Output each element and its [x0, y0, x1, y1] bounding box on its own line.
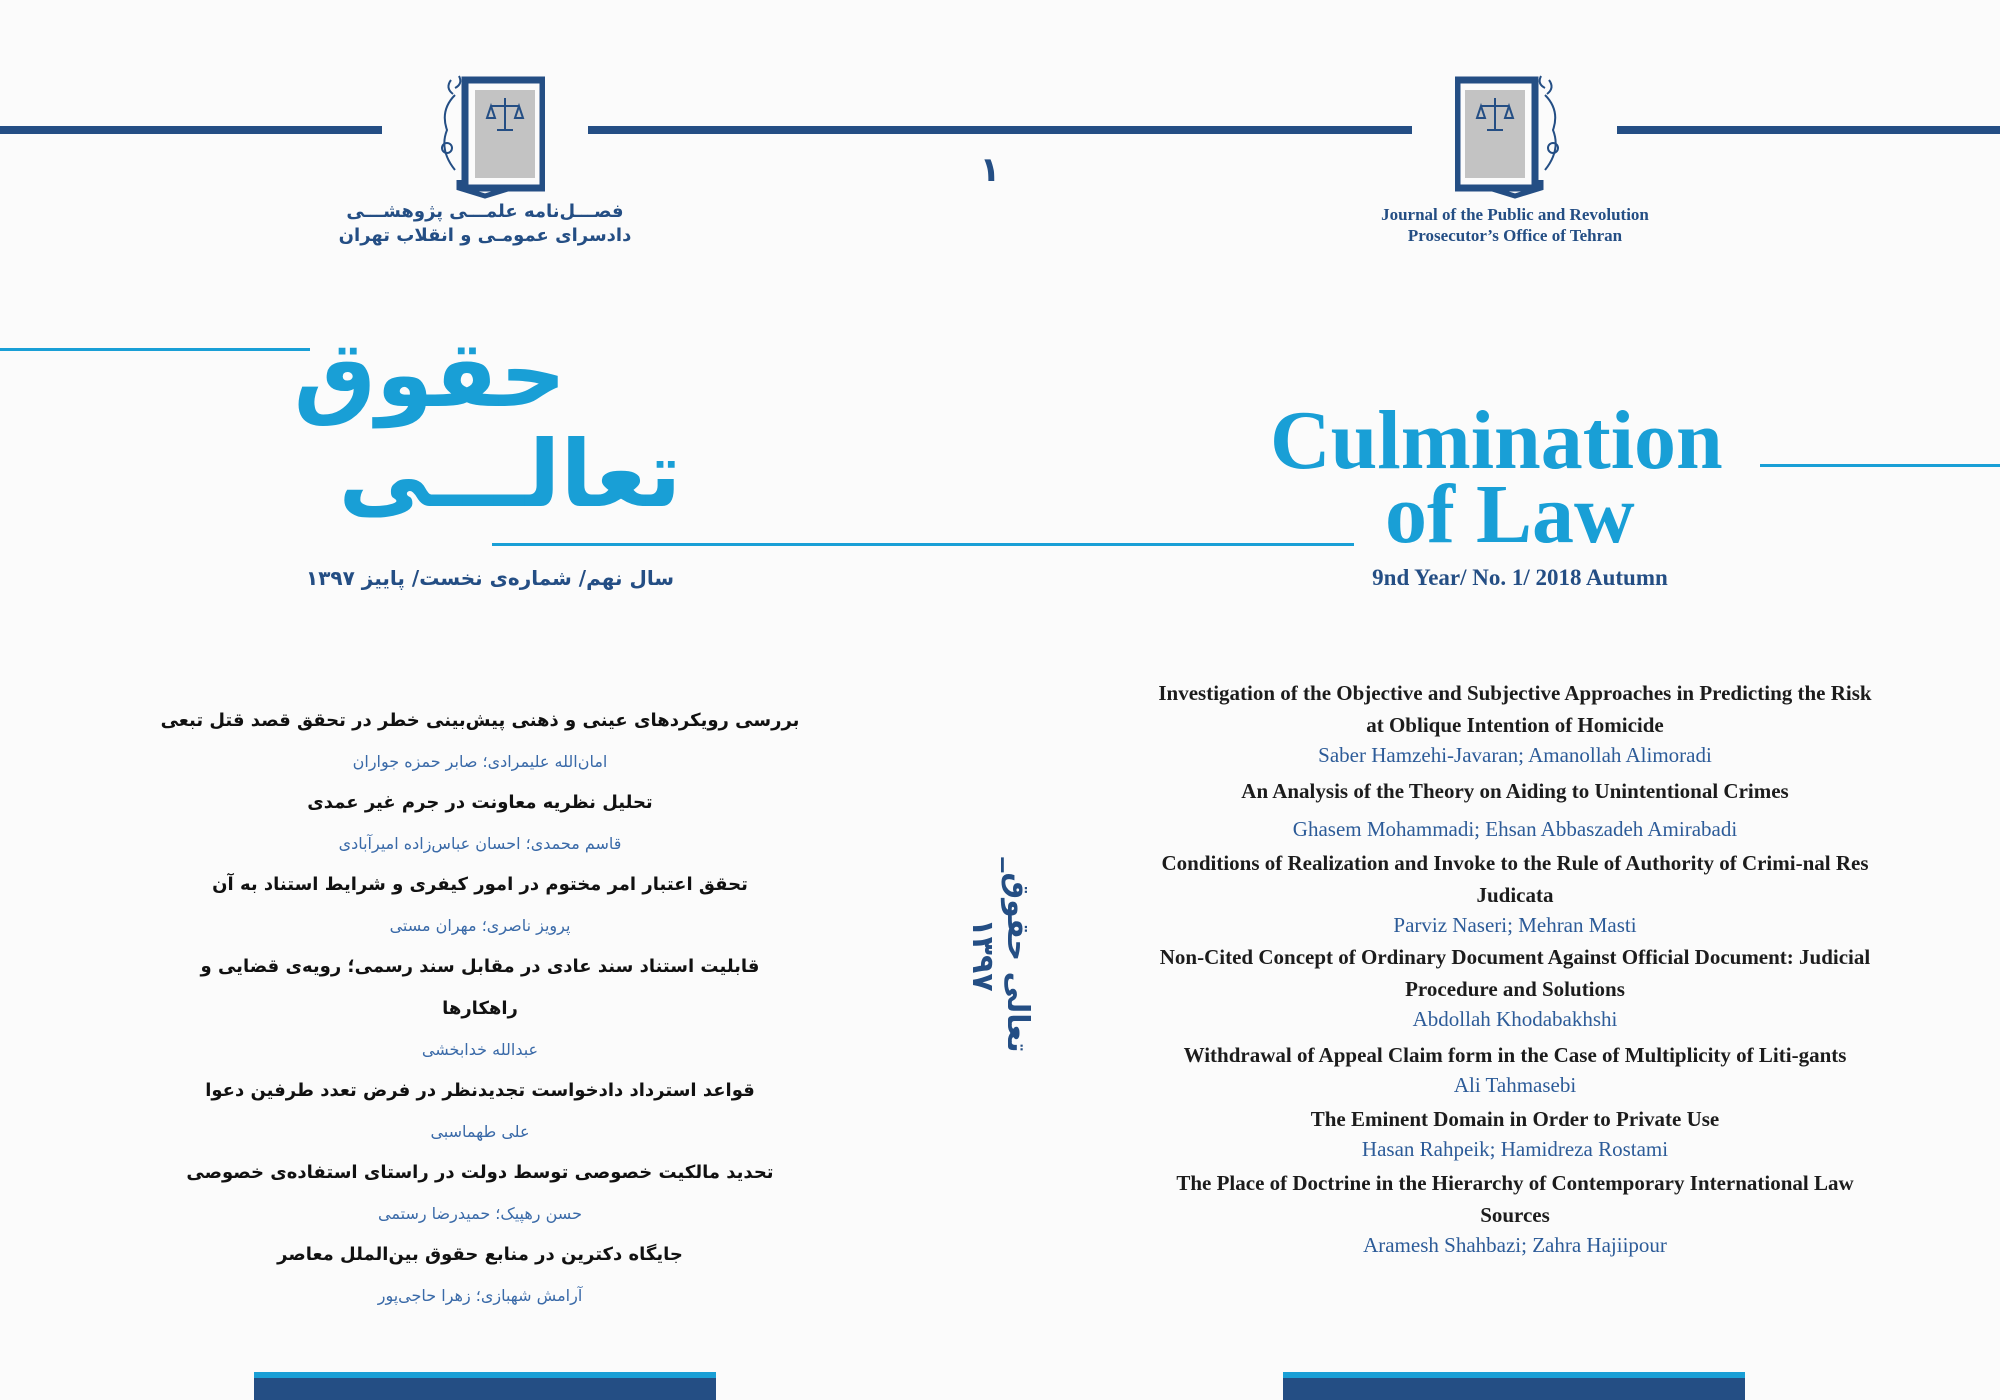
article-en-authors: Abdollah Khodabakhshi	[1412, 1007, 1618, 1031]
title-en-line1: Culmination	[1270, 394, 1723, 487]
title-fa-line1: حقوق	[293, 321, 567, 428]
title-fa-line2: تعالـــی	[338, 421, 682, 528]
bottom-bar-left	[254, 1378, 716, 1400]
title-en	[1270, 394, 1790, 561]
article-fa-title: تحقق اعتبار امر مختوم در امور کیفری و شرایط استناد به آن	[212, 874, 748, 895]
article-en-authors: Ali Tahmasebi	[1453, 1073, 1577, 1097]
spine-text: تعالی حقوق_ ۱۳۹۷	[965, 857, 1035, 1053]
article-en-7	[1150, 1167, 1880, 1259]
article-en-authors: Saber Hamzehi-Javaran; Amanollah Alimoradi	[1318, 743, 1712, 767]
publisher-en-line2: Prosecutor’s Office of Tehran	[1407, 226, 1623, 245]
article-en-title: Non-Cited Concept of Ordinary Document Against Official Document: Judicial Procedure and Solutions	[1159, 945, 1871, 1001]
article-en-6	[1150, 1103, 1880, 1163]
issue-fa: سال نهم/ شماره‌ی نخست/ پاییز ۱۳۹۷	[306, 566, 674, 590]
article-fa-title: تحدید مالکیت خصوصی توسط دولت در راستای استفاده‌ی خصوصی	[186, 1162, 774, 1183]
article-en-authors: Ghasem Mohammadi; Ehsan Abbaszadeh Amirabadi	[1292, 817, 1738, 841]
article-en-3	[1150, 847, 1880, 939]
article-en-authors: Aramesh Shahbazi; Zahra Hajiipour	[1363, 1233, 1667, 1257]
top-rule-left	[0, 126, 382, 134]
article-en-title: The Place of Doctrine in the Hierarchy of Contemporary International Law Sources	[1176, 1171, 1854, 1227]
publisher-en-line1: Journal of the Public and Revolution	[1381, 205, 1649, 224]
article-en-title: The Eminent Domain in Order to Private Use	[1310, 1107, 1720, 1131]
page-number: ۱	[979, 150, 1001, 190]
article-en-4	[1150, 941, 1880, 1033]
article-fa-5	[160, 1070, 800, 1152]
article-en-title: Withdrawal of Appeal Claim form in the Case of Multiplicity of Liti-gants	[1183, 1043, 1847, 1067]
article-fa-authors: آرامش شهبازی؛ زهرا حاجی‌پور	[377, 1286, 583, 1305]
article-en-title: Investigation of the Objective and Subjective Approaches in Predicting the Risk at Oblique Intention of Homicide	[1158, 681, 1872, 737]
article-en-title: An Analysis of the Theory on Aiding to Unintentional Crimes	[1241, 779, 1789, 803]
title-rule-right	[1760, 464, 2000, 467]
articles-en-list	[1150, 677, 1880, 1259]
issue-en: 9nd Year/ No. 1/ 2018 Autumn	[1372, 565, 1668, 590]
title-fa	[270, 321, 710, 528]
publisher-fa-line1: فصـــل‌نامه علمـــی پژوهشـــی	[346, 201, 624, 222]
article-fa-title: قابلیت استناد سند عادی در مقابل سند رسمی؛ رویه‌ی قضایی و راهکارها	[200, 956, 760, 1019]
article-en-5	[1150, 1039, 1880, 1099]
article-fa-title: بررسی رویکردهای عینی و ذهنی پیش‌بینی خطر در تحقق قصد قتل تبعی	[160, 710, 800, 731]
article-fa-title: تحلیل نظریه معاونت در جرم غیر عمدی	[307, 792, 653, 813]
scales-logo-right	[1455, 70, 1575, 200]
title-rule-center	[492, 543, 1354, 546]
article-en-authors: Hasan Rahpeik; Hamidreza Rostami	[1361, 1137, 1669, 1161]
article-fa-1	[160, 700, 800, 782]
article-fa-authors: علی طهماسبی	[430, 1122, 530, 1141]
article-en-1	[1150, 677, 1880, 769]
article-en-title: Conditions of Realization and Invoke to the Rule of Authority of Crimi-nal Res Judicata	[1161, 851, 1869, 907]
article-fa-title: قواعد استرداد دادخواست تجدیدنظر در فرض تعدد طرفین دعوا	[205, 1080, 755, 1101]
publisher-fa	[330, 200, 640, 248]
bottom-bar-right	[1283, 1378, 1745, 1400]
article-fa-4	[160, 946, 800, 1070]
article-fa-title: جایگاه دکترین در منابع حقوق بین‌الملل معاصر	[277, 1244, 683, 1265]
title-rule-left-top	[0, 348, 310, 351]
article-fa-authors: عبدالله خدابخشی	[421, 1040, 539, 1059]
articles-fa-list	[160, 700, 800, 1316]
article-fa-6	[160, 1152, 800, 1234]
article-fa-2	[160, 782, 800, 864]
publisher-fa-line2: دادسرای عمومـی و انقلاب تهران	[338, 225, 632, 246]
title-en-line2: of Law	[1385, 468, 1635, 561]
article-fa-authors: پرویز ناصری؛ مهران مستی	[389, 916, 571, 935]
article-en-2	[1150, 775, 1880, 843]
article-fa-authors: قاسم محمدی؛ احسان عباس‌زاده امیرآبادی	[338, 834, 622, 853]
article-fa-3	[160, 864, 800, 946]
publisher-en	[1300, 204, 1730, 246]
article-en-authors: Parviz Naseri; Mehran Masti	[1393, 913, 1637, 937]
article-fa-authors: امان‌الله علیمرادی؛ صابر حمزه جواران	[352, 752, 608, 771]
article-fa-authors: حسن رهپیک؛ حمیدرضا رستمی	[378, 1204, 582, 1223]
article-fa-7	[160, 1234, 800, 1316]
top-rule-center	[588, 126, 1412, 134]
top-rule-right	[1617, 126, 2000, 134]
scales-logo-left	[425, 70, 545, 200]
